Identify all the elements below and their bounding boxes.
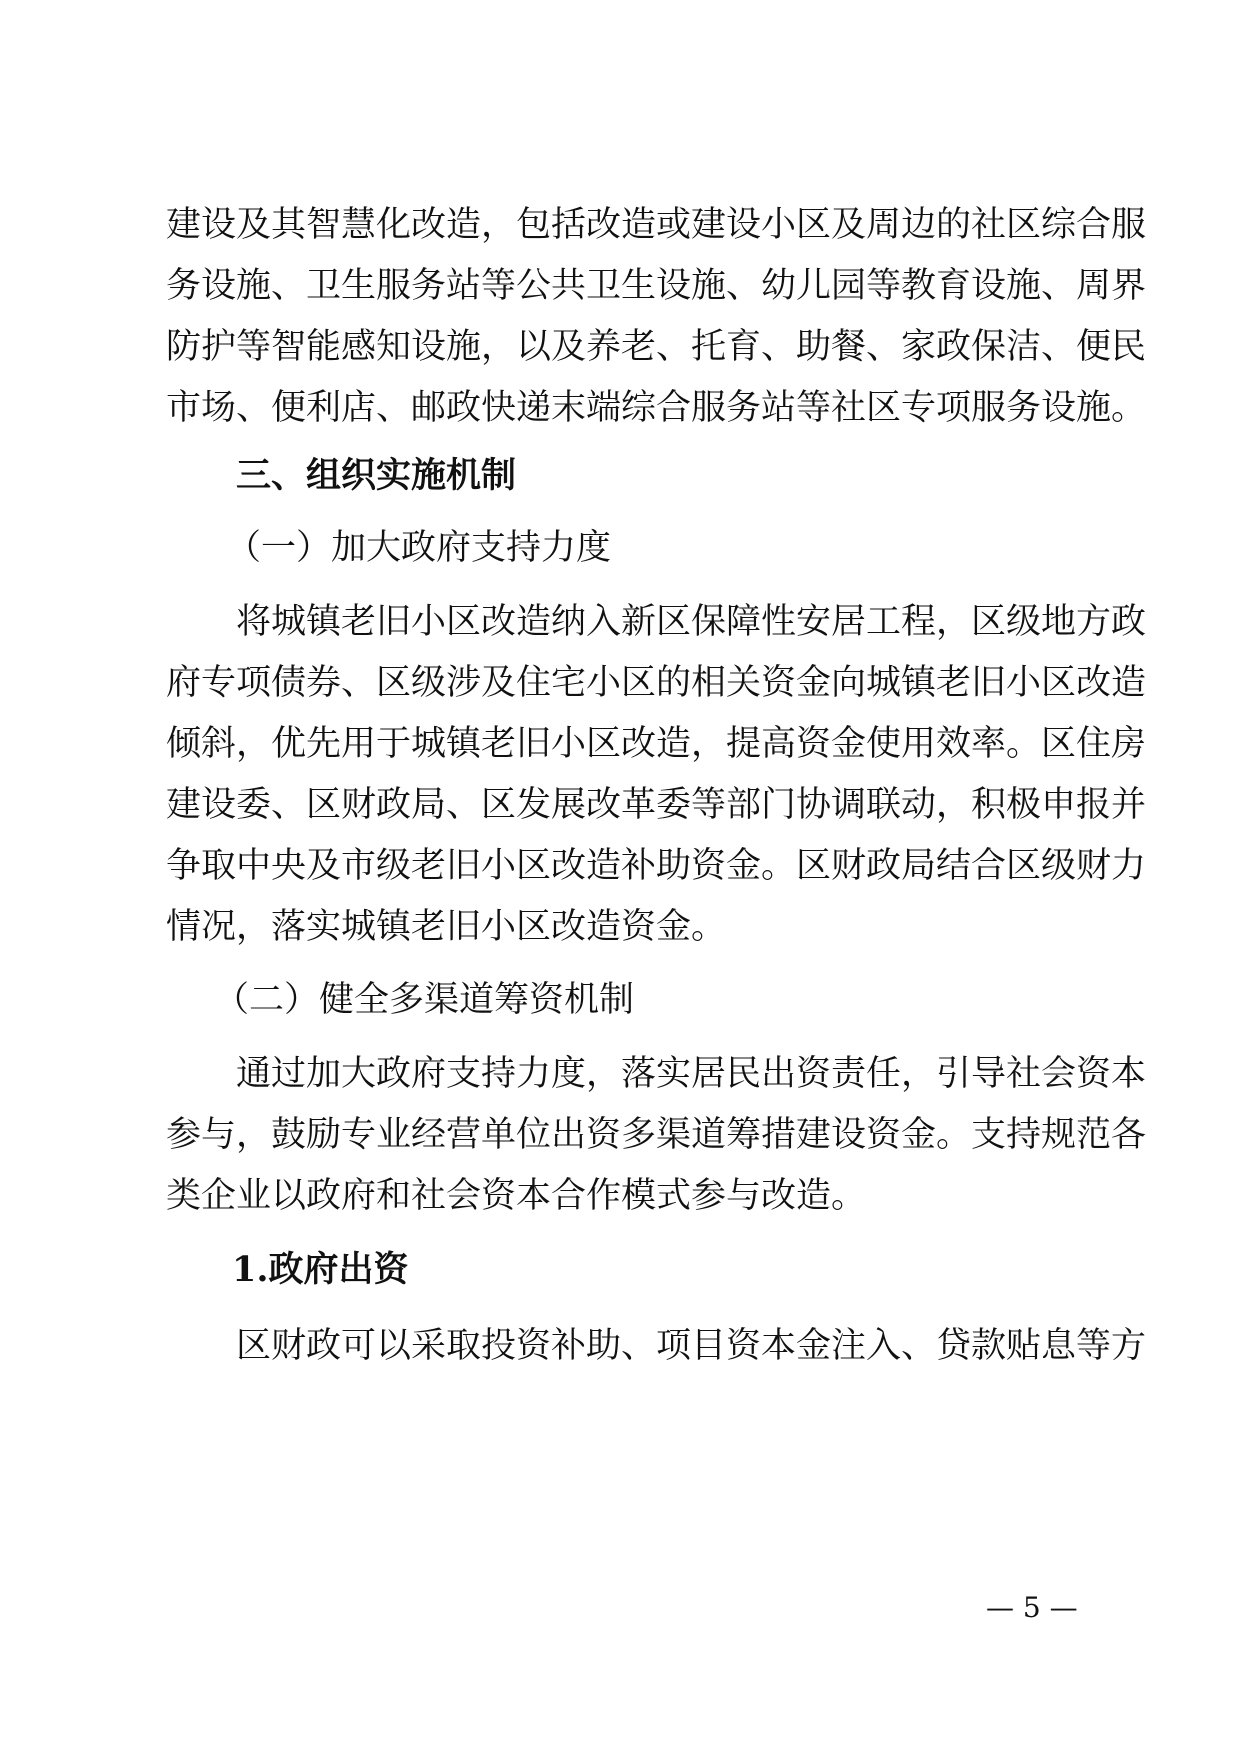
paragraph-line: 建设委、区财政局、区发展改革委等部门协调联动，积极申报并 bbox=[166, 785, 1147, 825]
paragraph-line: 市场、便利店、邮政快递末端综合服务站等社区专项服务设施。 bbox=[166, 388, 1147, 428]
paragraph-line: 争取中央及市级老旧小区改造补助资金。区财政局结合区级财力 bbox=[166, 846, 1147, 886]
paragraph-line: 情况，落实城镇老旧小区改造资金。 bbox=[166, 907, 727, 947]
page-number: — 5 — bbox=[986, 1591, 1078, 1624]
paragraph-line: 类企业以政府和社会资本合作模式参与改造。 bbox=[166, 1176, 867, 1216]
section-heading: 三、组织实施机制 bbox=[236, 455, 517, 496]
paragraph-line: 倾斜，优先用于城镇老旧小区改造，提高资金使用效率。区住房 bbox=[166, 724, 1147, 764]
paragraph-line: 建设及其智慧化改造，包括改造或建设小区及周边的社区综合服 bbox=[166, 205, 1147, 245]
subsection-heading: （二）健全多渠道筹资机制 bbox=[214, 980, 635, 1020]
paragraph-line: 通过加大政府支持力度，落实居民出资责任，引导社会资本 bbox=[236, 1054, 1147, 1094]
item-heading: 1.政府出资 bbox=[232, 1249, 409, 1290]
paragraph-line: 防护等智能感知设施，以及养老、托育、助餐、家政保洁、便民 bbox=[166, 327, 1147, 367]
paragraph-line: 区财政可以采取投资补助、项目资本金注入、贷款贴息等方 bbox=[236, 1326, 1147, 1366]
paragraph-line: 务设施、卫生服务站等公共卫生设施、幼儿园等教育设施、周界 bbox=[166, 266, 1147, 306]
paragraph-line: 将城镇老旧小区改造纳入新区保障性安居工程，区级地方政 bbox=[236, 602, 1147, 642]
paragraph-line: 参与，鼓励专业经营单位出资多渠道筹措建设资金。支持规范各 bbox=[166, 1115, 1147, 1155]
paragraph-line: 府专项债券、区级涉及住宅小区的相关资金向城镇老旧小区改造 bbox=[166, 663, 1147, 703]
subsection-heading: （一）加大政府支持力度 bbox=[226, 528, 612, 568]
